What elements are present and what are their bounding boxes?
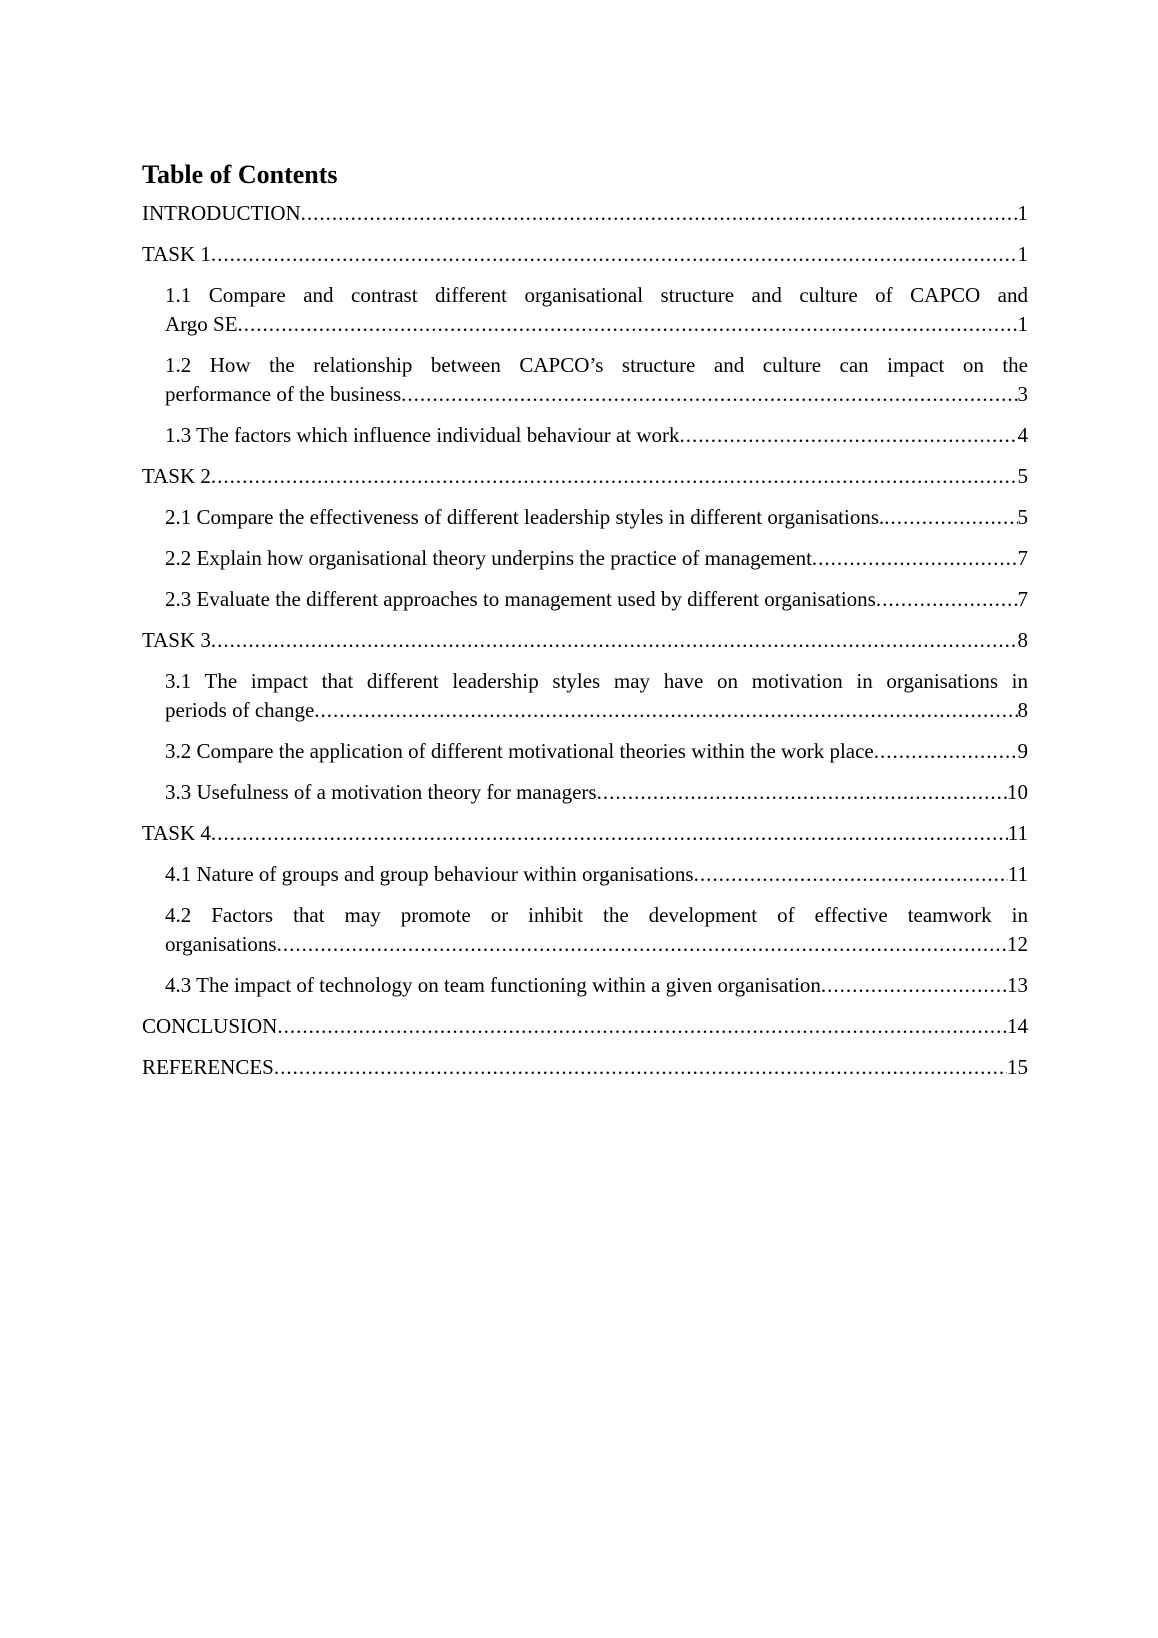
toc-page-number: 11	[1007, 862, 1028, 886]
toc-entry[interactable]	[142, 626, 1028, 655]
toc-entry-text: 2.2 Explain how organisational theory underpins the practice of management	[165, 546, 812, 570]
toc-entry-text: CONCLUSION	[142, 1014, 278, 1038]
toc-page-number: 1	[1017, 242, 1028, 266]
toc-entry[interactable]	[142, 819, 1028, 848]
toc-list	[142, 199, 1028, 1082]
toc-entry[interactable]	[142, 462, 1028, 491]
toc-entry-text: performance of the business	[165, 382, 402, 406]
toc-entry-text: TASK 3	[142, 628, 211, 652]
toc-entry-text: 3.1 The impact that different leadership styles may have on motivation in organisations in	[165, 669, 1028, 693]
toc-dot-leader	[277, 1012, 1007, 1041]
toc-entry[interactable]	[165, 421, 1028, 450]
toc-page-number: 1	[1017, 312, 1028, 336]
toc-entry-text: organisations	[165, 932, 277, 956]
toc-entry-text: 1.3 The factors which influence individual behaviour at work	[165, 423, 680, 447]
toc-entry-text: INTRODUCTION	[142, 201, 301, 225]
toc-entry-text: 3.2 Compare the application of different motivational theories within the work place	[165, 739, 874, 763]
toc-dot-leader	[211, 626, 1018, 655]
toc-entry-text: periods of change	[165, 698, 315, 722]
toc-entry[interactable]	[142, 1053, 1028, 1082]
toc-dot-leader	[211, 819, 1008, 848]
toc-entry[interactable]	[165, 667, 1028, 725]
toc-page-number: 10	[1007, 780, 1028, 804]
toc-page-number: 7	[1017, 546, 1028, 570]
toc-dot-leader	[314, 696, 1017, 725]
toc-entry-text: TASK 2	[142, 464, 211, 488]
toc-page-number: 3	[1017, 382, 1028, 406]
toc-entry[interactable]	[165, 585, 1028, 614]
toc-title: Table of Contents	[142, 160, 338, 189]
toc-entry[interactable]	[165, 281, 1028, 339]
toc-page-number: 4	[1017, 423, 1028, 447]
toc-entry-text: REFERENCES	[142, 1055, 274, 1079]
document-page	[142, 160, 1028, 1094]
toc-page-number: 13	[1007, 973, 1028, 997]
toc-page-number: 15	[1007, 1055, 1028, 1079]
toc-page-number: 5	[1017, 505, 1028, 529]
toc-entry-text: 1.1 Compare and contrast different organisational structure and culture of CAPCO and	[165, 283, 1028, 307]
toc-dot-leader	[680, 421, 1018, 450]
toc-page-number: 5	[1017, 464, 1028, 488]
toc-entry-text: 4.3 The impact of technology on team functioning within a given organisation	[165, 973, 821, 997]
toc-dot-leader	[874, 737, 1018, 766]
toc-entry[interactable]	[165, 737, 1028, 766]
toc-entry-text: 3.3 Usefulness of a motivation theory for managers	[165, 780, 597, 804]
toc-entry[interactable]	[142, 240, 1028, 269]
toc-dot-leader	[301, 199, 1018, 228]
toc-entry[interactable]	[165, 971, 1028, 1000]
toc-entry[interactable]	[165, 901, 1028, 959]
toc-dot-leader	[821, 971, 1007, 1000]
toc-dot-leader	[238, 310, 1018, 339]
toc-dot-leader	[211, 240, 1018, 269]
toc-entry-text: 4.2 Factors that may promote or inhibit the development of effective teamwork in	[165, 903, 1028, 927]
toc-dot-leader	[812, 544, 1018, 573]
toc-page-number: 14	[1007, 1014, 1028, 1038]
toc-dot-leader	[597, 778, 1007, 807]
toc-page-number: 12	[1007, 932, 1028, 956]
toc-entry-text: 2.1 Compare the effectiveness of different leadership styles in different organisations.	[165, 505, 885, 529]
toc-dot-leader	[401, 380, 1017, 409]
toc-dot-leader	[884, 503, 1017, 532]
toc-page-number: 1	[1017, 201, 1028, 225]
toc-entry-text: 2.3 Evaluate the different approaches to management used by different organisations	[165, 587, 876, 611]
toc-entry[interactable]	[165, 544, 1028, 573]
toc-page-number: 11	[1007, 821, 1028, 845]
toc-dot-leader	[211, 462, 1018, 491]
toc-entry[interactable]	[165, 351, 1028, 409]
toc-dot-leader	[876, 585, 1018, 614]
toc-page-number: 9	[1017, 739, 1028, 763]
toc-dot-leader	[277, 930, 1007, 959]
toc-entry[interactable]	[165, 778, 1028, 807]
toc-entry-text: 1.2 How the relationship between CAPCO’s structure and culture can impact on the	[165, 353, 1028, 377]
toc-page-number: 8	[1017, 628, 1028, 652]
toc-dot-leader	[274, 1053, 1007, 1082]
toc-entry-text: TASK 4	[142, 821, 211, 845]
toc-entry[interactable]	[165, 503, 1028, 532]
toc-entry[interactable]	[142, 199, 1028, 228]
toc-dot-leader	[694, 860, 1008, 889]
toc-entry-text: 4.1 Nature of groups and group behaviour within organisations	[165, 862, 694, 886]
toc-entry-text: Argo SE	[165, 312, 238, 336]
toc-entry-text: TASK 1	[142, 242, 211, 266]
toc-entry[interactable]	[142, 1012, 1028, 1041]
toc-page-number: 7	[1017, 587, 1028, 611]
toc-page-number: 8	[1017, 698, 1028, 722]
toc-entry[interactable]	[165, 860, 1028, 889]
